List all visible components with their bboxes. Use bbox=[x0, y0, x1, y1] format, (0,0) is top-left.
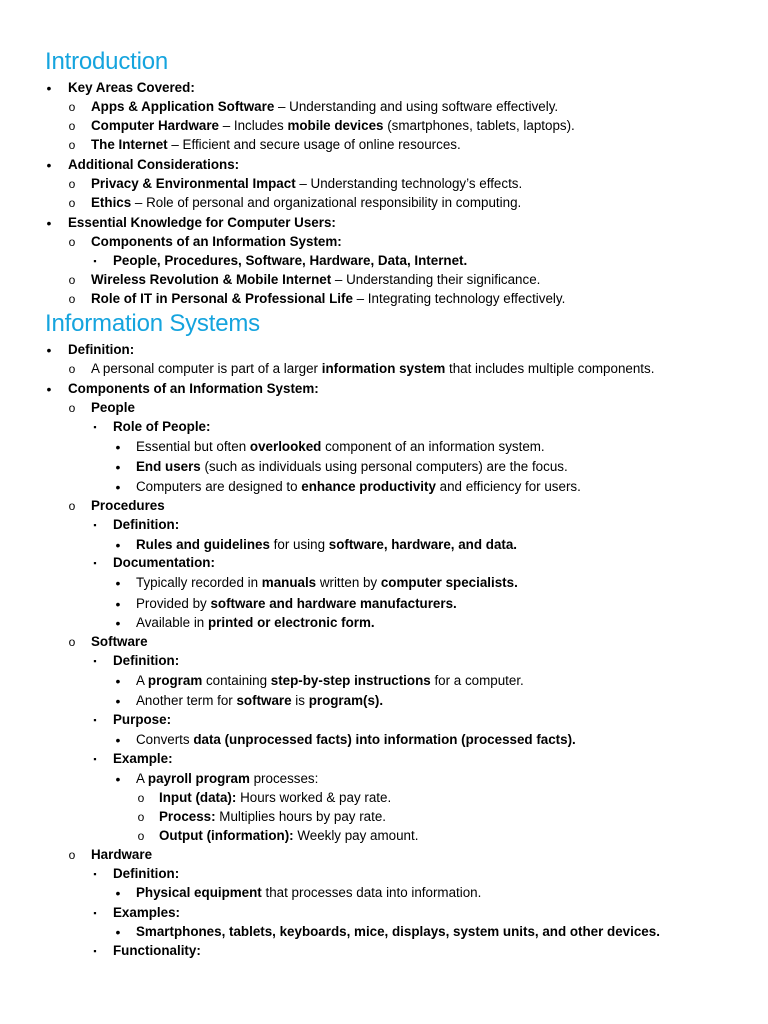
list-item-text bbox=[91, 135, 461, 155]
text-run: Multiplies hours by pay rate. bbox=[215, 809, 387, 824]
bold-text-run: People bbox=[91, 400, 135, 415]
list-item-text bbox=[136, 477, 581, 497]
bullet-marker-icon: • bbox=[115, 673, 121, 689]
list-item-text bbox=[113, 749, 173, 769]
list-item-text bbox=[91, 496, 165, 516]
list-item-text bbox=[136, 535, 517, 555]
bold-text-run: Definition: bbox=[113, 866, 180, 881]
bullet-marker-icon: ▪ bbox=[93, 946, 97, 956]
bullet-marker-icon: ▪ bbox=[93, 558, 97, 568]
bullet-marker-icon: • bbox=[115, 479, 121, 495]
bullet-marker-icon: • bbox=[46, 157, 52, 173]
list-item-text bbox=[68, 379, 319, 399]
list-item-text bbox=[91, 398, 135, 418]
bold-text-run: Wireless Revolution & Mobile Internet bbox=[91, 272, 332, 287]
bullet-marker-icon: ▪ bbox=[93, 715, 97, 725]
list-item-text bbox=[113, 903, 180, 923]
bullet-marker-icon: o bbox=[68, 196, 76, 210]
list-item-text bbox=[91, 97, 558, 117]
list-item-text bbox=[136, 769, 318, 789]
text-run: that includes multiple components. bbox=[445, 361, 655, 376]
text-run: A bbox=[136, 673, 148, 688]
bold-text-run: software and hardware manufacturers. bbox=[210, 596, 457, 611]
bullet-marker-icon: • bbox=[115, 575, 121, 591]
bullet-marker-icon: o bbox=[68, 273, 76, 287]
list-item-text bbox=[91, 632, 148, 652]
text-run: that processes data into information. bbox=[261, 885, 482, 900]
text-run: is bbox=[291, 693, 309, 708]
text-run: Another term for bbox=[136, 693, 237, 708]
bold-text-run: Input (data): bbox=[159, 790, 237, 805]
bullet-marker-icon: ▪ bbox=[93, 908, 97, 918]
list-item-text bbox=[136, 437, 545, 457]
list-item-text bbox=[91, 289, 565, 309]
bold-text-run: software bbox=[236, 693, 292, 708]
list-item-text bbox=[113, 251, 467, 271]
text-run: Hours worked & pay rate. bbox=[236, 790, 392, 805]
list-item-text bbox=[91, 116, 575, 136]
bullet-marker-icon: • bbox=[115, 732, 121, 748]
bold-text-run: Procedures bbox=[91, 498, 165, 513]
bullet-marker-icon: o bbox=[68, 401, 76, 415]
bullet-marker-icon: • bbox=[115, 439, 121, 455]
bold-text-run: Functionality: bbox=[113, 943, 201, 958]
bold-text-run: step-by-step instructions bbox=[270, 673, 431, 688]
bullet-marker-icon: o bbox=[68, 499, 76, 513]
list-item-text bbox=[136, 594, 457, 614]
bold-text-run: People, Procedures, Software, Hardware, Data, Internet. bbox=[113, 253, 468, 268]
bullet-marker-icon: • bbox=[115, 693, 121, 709]
text-run: containing bbox=[202, 673, 271, 688]
bold-text-run: Rules and guidelines bbox=[136, 537, 270, 552]
bold-text-run: Definition: bbox=[113, 517, 180, 532]
bold-text-run: software, hardware, and data. bbox=[328, 537, 518, 552]
list-item-text bbox=[136, 671, 524, 691]
list-item-text bbox=[136, 613, 375, 633]
bold-text-run: Privacy & Environmental Impact bbox=[91, 176, 296, 191]
bold-text-run: Smartphones, tablets, keyboards, mice, displays, system units, and other devices. bbox=[136, 924, 660, 939]
text-run: (smartphones, tablets, laptops). bbox=[383, 118, 575, 133]
text-run: – Integrating technology effectively. bbox=[352, 291, 566, 306]
bullet-marker-icon: • bbox=[115, 596, 121, 612]
bold-text-run: mobile devices bbox=[287, 118, 384, 133]
list-item-text bbox=[136, 573, 518, 593]
list-item-text bbox=[91, 270, 540, 290]
bold-text-run: Ethics bbox=[91, 195, 132, 210]
text-run: for using bbox=[269, 537, 329, 552]
list-item-text bbox=[159, 807, 386, 827]
bullet-marker-icon: • bbox=[115, 537, 121, 553]
bold-text-run: Definition: bbox=[68, 342, 135, 357]
bullet-marker-icon: • bbox=[115, 459, 121, 475]
bold-text-run: Apps & Application Software bbox=[91, 99, 275, 114]
text-run: Weekly pay amount. bbox=[293, 828, 419, 843]
bold-text-run: Software bbox=[91, 634, 148, 649]
text-run: – Understanding their significance. bbox=[331, 272, 541, 287]
bullet-marker-icon: o bbox=[68, 635, 76, 649]
bold-text-run: manuals bbox=[261, 575, 317, 590]
bullet-marker-icon: ▪ bbox=[93, 869, 97, 879]
bold-text-run: Hardware bbox=[91, 847, 153, 862]
section-heading: Introduction bbox=[45, 48, 169, 75]
list-item-text bbox=[113, 651, 179, 671]
list-item-text bbox=[91, 193, 521, 213]
list-item-text bbox=[113, 710, 171, 730]
list-item-text bbox=[68, 155, 239, 175]
list-item-text bbox=[91, 359, 654, 379]
bold-text-run: Physical equipment bbox=[136, 885, 262, 900]
list-item-text bbox=[113, 553, 215, 573]
bold-text-run: Documentation: bbox=[113, 555, 215, 570]
bold-text-run: Examples: bbox=[113, 905, 180, 920]
bullet-marker-icon: o bbox=[68, 235, 76, 249]
text-run: A bbox=[136, 771, 148, 786]
list-item-text bbox=[113, 515, 179, 535]
bullet-marker-icon: ▪ bbox=[93, 520, 97, 530]
bold-text-run: Essential Knowledge for Computer Users: bbox=[68, 215, 336, 230]
bullet-marker-icon: o bbox=[137, 791, 145, 805]
bold-text-run: The Internet bbox=[91, 137, 168, 152]
list-item-text bbox=[113, 417, 210, 437]
bullet-marker-icon: • bbox=[115, 615, 121, 631]
section-heading: Information Systems bbox=[45, 310, 260, 337]
bold-text-run: Purpose: bbox=[113, 712, 172, 727]
bullet-marker-icon: o bbox=[137, 829, 145, 843]
text-run: – Understanding technology’s effects. bbox=[295, 176, 523, 191]
list-item-text bbox=[91, 174, 522, 194]
bullet-marker-icon: o bbox=[137, 810, 145, 824]
bold-text-run: Components of an Information System: bbox=[91, 234, 342, 249]
text-run: – Understanding and using software effectively. bbox=[274, 99, 559, 114]
text-run: Converts bbox=[136, 732, 194, 747]
bullet-marker-icon: o bbox=[68, 177, 76, 191]
bold-text-run: Process: bbox=[159, 809, 216, 824]
bullet-marker-icon: o bbox=[68, 100, 76, 114]
text-run: Available in bbox=[136, 615, 208, 630]
bold-text-run: Key Areas Covered: bbox=[68, 80, 195, 95]
bold-text-run: Definition: bbox=[113, 653, 180, 668]
bullet-marker-icon: • bbox=[115, 771, 121, 787]
bold-text-run: data (unprocessed facts) into information (processed facts). bbox=[193, 732, 576, 747]
list-item-text bbox=[136, 691, 383, 711]
bold-text-run: printed or electronic form. bbox=[207, 615, 375, 630]
list-item-text bbox=[136, 922, 660, 942]
bold-text-run: enhance productivity bbox=[301, 479, 436, 494]
text-run: written by bbox=[316, 575, 381, 590]
text-run: – Role of personal and organizational responsibility in computing. bbox=[131, 195, 522, 210]
list-item-text bbox=[91, 232, 342, 252]
bold-text-run: information system bbox=[321, 361, 446, 376]
bullet-marker-icon: • bbox=[46, 215, 52, 231]
list-item-text bbox=[68, 78, 195, 98]
bullet-marker-icon: o bbox=[68, 848, 76, 862]
bullet-marker-icon: • bbox=[46, 381, 52, 397]
text-run: Computers are designed to bbox=[136, 479, 302, 494]
bullet-marker-icon: ▪ bbox=[93, 656, 97, 666]
bold-text-run: Components of an Information System: bbox=[68, 381, 319, 396]
text-run: A personal computer is part of a larger bbox=[91, 361, 322, 376]
text-run: (such as individuals using personal computers) are the focus. bbox=[200, 459, 568, 474]
bullet-marker-icon: ▪ bbox=[93, 422, 97, 432]
list-item-text bbox=[68, 213, 336, 233]
bullet-marker-icon: o bbox=[68, 292, 76, 306]
bold-text-run: Role of IT in Personal & Professional Life bbox=[91, 291, 353, 306]
list-item-text bbox=[159, 788, 391, 808]
bold-text-run: payroll program bbox=[147, 771, 250, 786]
list-item-text bbox=[68, 340, 134, 360]
text-run: processes: bbox=[249, 771, 319, 786]
text-run: for a computer. bbox=[430, 673, 524, 688]
list-item-text bbox=[136, 457, 568, 477]
bullet-marker-icon: ▪ bbox=[93, 754, 97, 764]
bold-text-run: Role of People: bbox=[113, 419, 211, 434]
text-run: – Efficient and secure usage of online resources. bbox=[167, 137, 461, 152]
text-run: and efficiency for users. bbox=[435, 479, 581, 494]
text-run: – Includes bbox=[218, 118, 288, 133]
bullet-marker-icon: • bbox=[115, 924, 121, 940]
list-item-text bbox=[136, 730, 576, 750]
bold-text-run: overlooked bbox=[249, 439, 322, 454]
bullet-marker-icon: • bbox=[46, 80, 52, 96]
text-run: Provided by bbox=[136, 596, 211, 611]
bold-text-run: Computer Hardware bbox=[91, 118, 219, 133]
bullet-marker-icon: o bbox=[68, 138, 76, 152]
bold-text-run: Additional Considerations: bbox=[68, 157, 240, 172]
list-item-text bbox=[91, 845, 152, 865]
text-run: Typically recorded in bbox=[136, 575, 262, 590]
list-item-text bbox=[136, 883, 481, 903]
bold-text-run: Example: bbox=[113, 751, 173, 766]
bullet-marker-icon: ▪ bbox=[93, 256, 97, 266]
list-item-text bbox=[113, 941, 201, 961]
text-run: component of an information system. bbox=[321, 439, 545, 454]
bold-text-run: Output (information): bbox=[159, 828, 294, 843]
bullet-marker-icon: o bbox=[68, 362, 76, 376]
text-run: Essential but often bbox=[136, 439, 250, 454]
bullet-marker-icon: • bbox=[46, 342, 52, 358]
bold-text-run: program(s). bbox=[308, 693, 384, 708]
bullet-marker-icon: • bbox=[115, 885, 121, 901]
list-item-text bbox=[113, 864, 179, 884]
bold-text-run: computer specialists. bbox=[380, 575, 518, 590]
bullet-marker-icon: o bbox=[68, 119, 76, 133]
bold-text-run: program bbox=[147, 673, 203, 688]
bold-text-run: End users bbox=[136, 459, 201, 474]
list-item-text bbox=[159, 826, 418, 846]
